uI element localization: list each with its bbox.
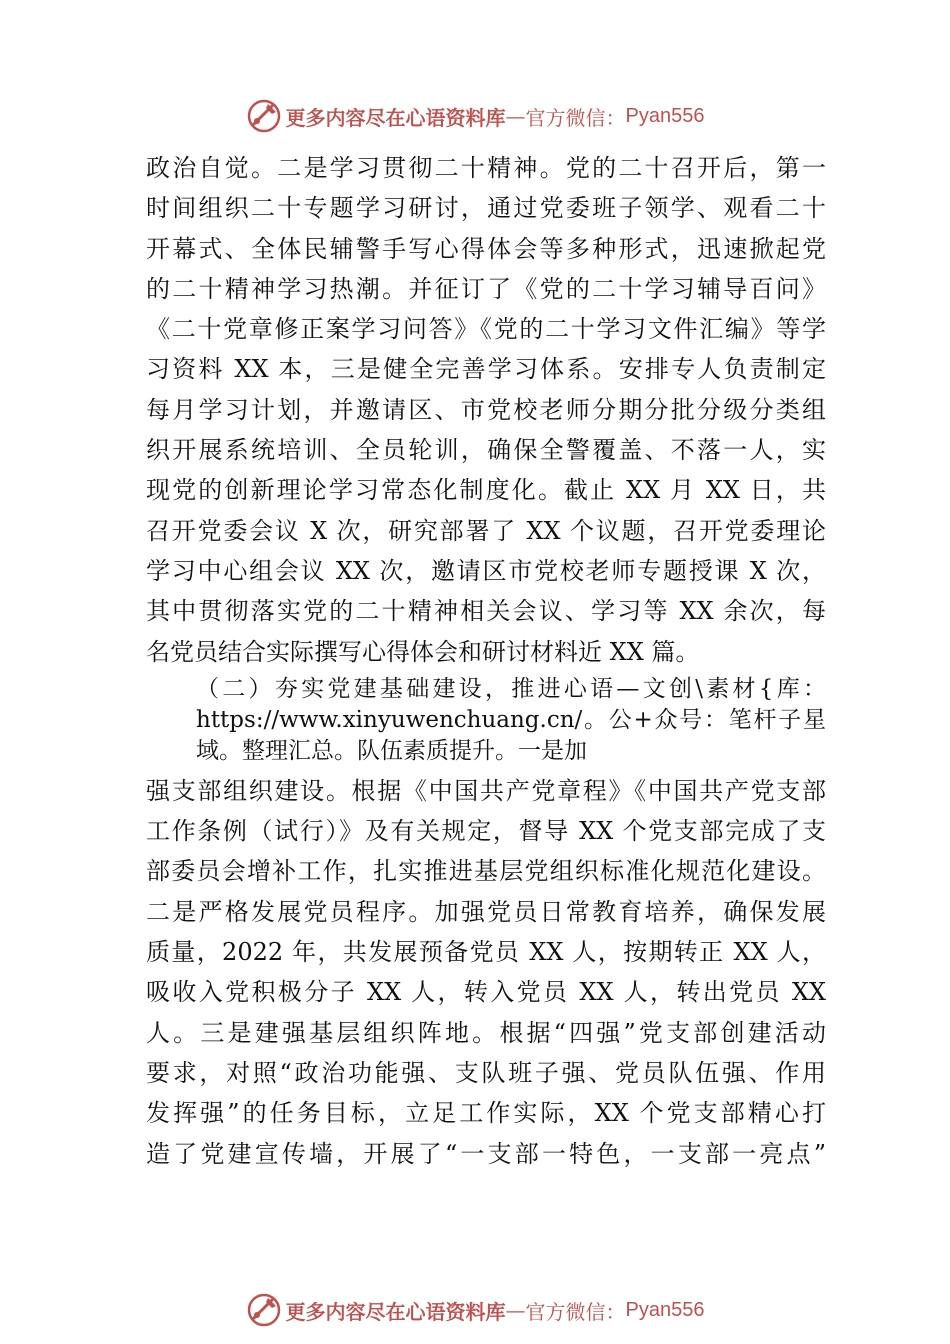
text-line: 要求，对照“政治功能强、支队班子强、党员队伍强、作用 (146, 1058, 826, 1087)
text-line: 现党的创新理论学习常态化制度化。截止 XX 月 XX 日，共 (146, 476, 826, 505)
banner-brand: 更多内容尽在心语资料库 (285, 1299, 506, 1324)
text-line: 质量，2022 年，共发展预备党员 XX 人，按期转正 XX 人， (146, 938, 826, 967)
header-banner (0, 96, 950, 136)
banner-brand: 更多内容尽在心语资料库 (285, 105, 506, 130)
banner-wechat-id: Pyan556 (625, 1298, 705, 1321)
document-body (146, 148, 826, 1174)
text-line: 习资料 XX 本，三是健全完善学习体系。安排专人负责制定 (146, 355, 826, 384)
text-line: 部委员会增补工作，扎实推进基层党组织标准化规范化建设。 (146, 857, 826, 886)
text-line: 的二十精神学习热潮。并征订了《党的二十学习辅导百问》 (146, 274, 826, 303)
text-line: 强支部组织建设。根据《中国共产党章程》《中国共产党支部 (146, 776, 826, 805)
banner-wechat-id: Pyan556 (625, 104, 705, 127)
text-line: 召开党委会议 X 次，研究部署了 XX 个议题，召开党委理论 (146, 516, 826, 545)
paragraph-1 (146, 148, 826, 672)
brush-logo-icon (246, 98, 282, 134)
text-line: 政治自觉。二是学习贯彻二十精神。党的二十召开后，第一 (146, 154, 826, 182)
brush-logo-icon (246, 1292, 282, 1328)
text-line: 每月学习计划，并邀请区、市党校老师分期分批分级分类组 (146, 395, 826, 424)
paragraph-2 (146, 771, 826, 1174)
footer-banner (0, 1290, 950, 1330)
heading-line: 域。整理汇总。队伍素质提升。一是加 (196, 737, 587, 764)
text-line: 二是严格发展党员程序。加强党员日常教育培养，确保发展 (146, 897, 826, 926)
text-line: 学习中心组会议 XX 次，邀请区市党校老师专题授课 X 次， (146, 556, 826, 585)
text-line: 吸收入党积极分子 XX 人，转入党员 XX 人，转出党员 XX (146, 978, 826, 1007)
text-line: 织开展系统培训、全员轮训，确保全警覆盖、不落一人，实 (146, 436, 826, 465)
banner-separator: — (505, 104, 526, 128)
text-line: 其中贯彻落实党的二十精神相关会议、学习等 XX 余次，每 (146, 597, 826, 626)
banner-wechat-label: 官方微信： (525, 105, 626, 130)
text-line: 发挥强”的任务目标，立足工作实际，XX 个党支部精心打 (146, 1099, 826, 1128)
text-line: 《二十党章修正案学习问答》《党的二十学习文件汇编》等学 (146, 315, 826, 344)
text-line: 时间组织二十专题学习研讨，通过党委班子领学、观看二十 (146, 194, 826, 223)
heading-line: https://www.xinyuwenchuang.cn/。公+众号：笔杆子星 (196, 706, 826, 733)
text-line: 工作条例（试行）》及有关规定，督导 XX 个党支部完成了支 (146, 817, 826, 846)
banner-separator: — (505, 1298, 526, 1322)
text-line: 名党员结合实际撰写心得体会和研讨材料近 XX 篇。 (146, 637, 700, 666)
heading-line: （二）夯实党建基础建设，推进心语—文创\素材{库： (196, 675, 826, 702)
section-heading-2 (146, 674, 826, 767)
text-line: 人。三是建强基层组织阵地。根据“四强”党支部创建活动 (146, 1018, 826, 1047)
banner-wechat-label: 官方微信： (525, 1299, 626, 1324)
text-line: 开幕式、全体民辅警手写心得体会等多种形式，迅速掀起党 (146, 234, 826, 263)
text-line: 造了党建宣传墙，开展了“一支部一特色，一支部一亮点” (146, 1139, 826, 1168)
